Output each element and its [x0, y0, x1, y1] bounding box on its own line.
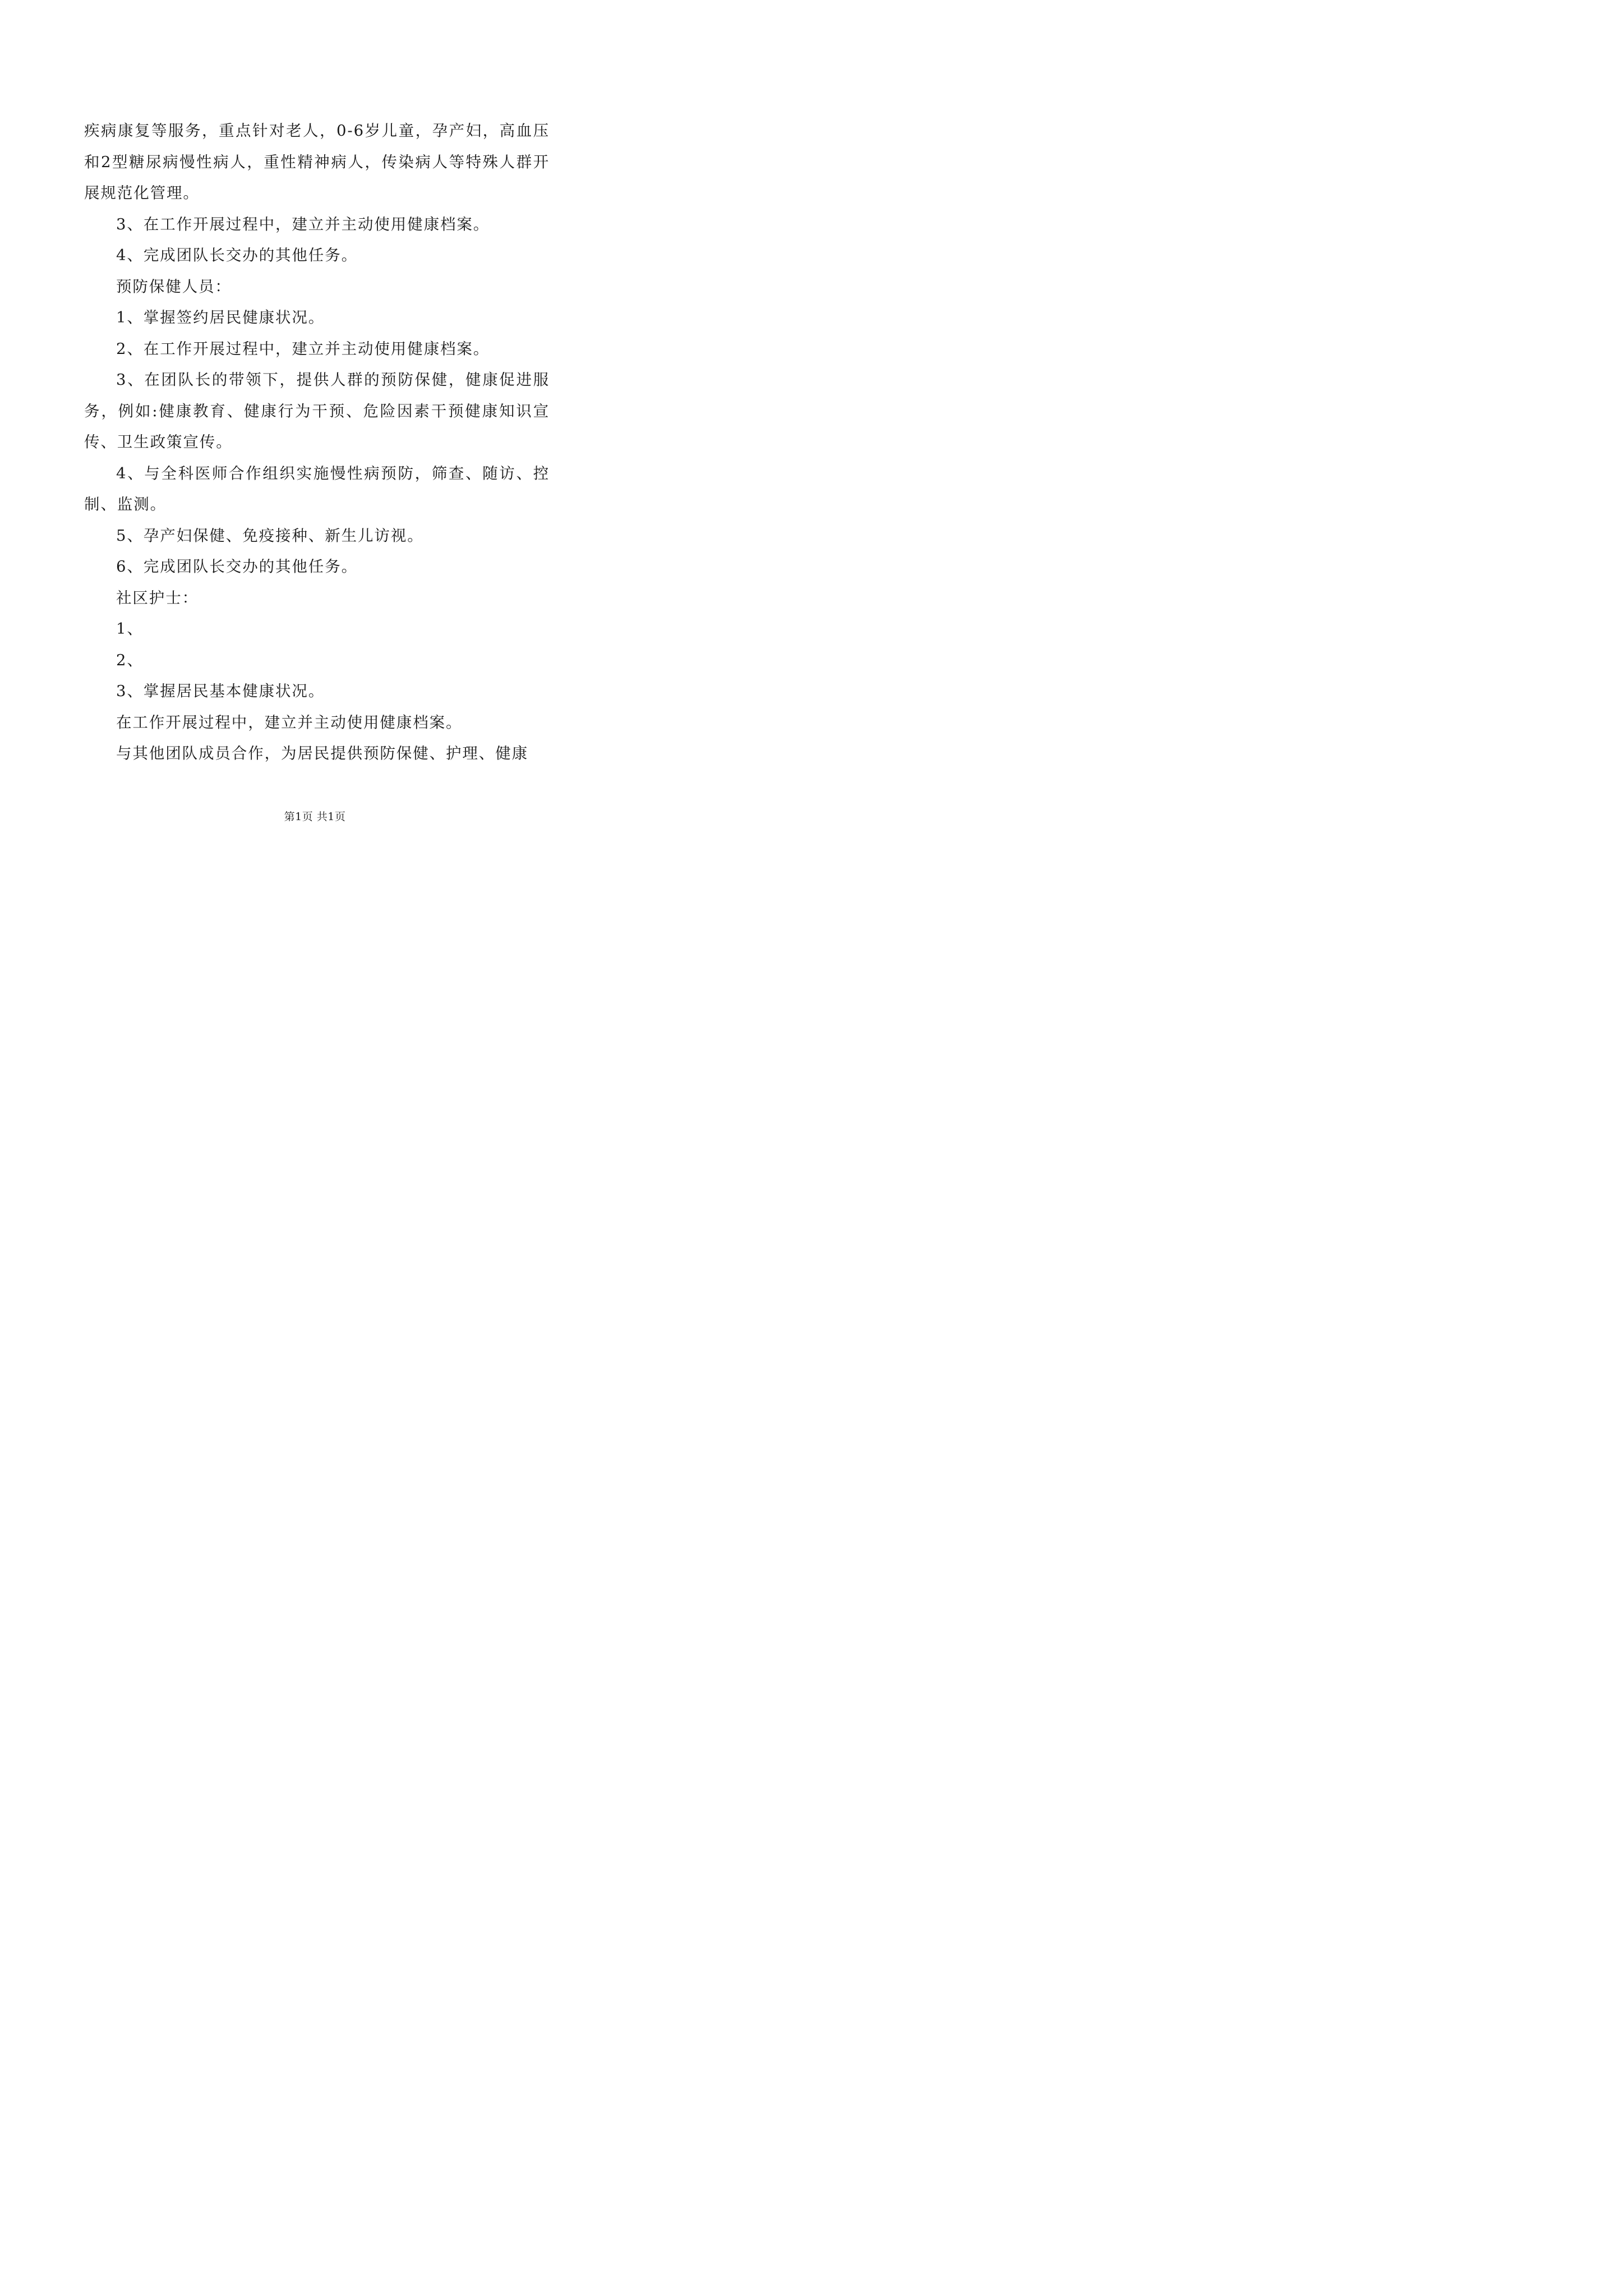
paragraph-item: 1、掌握签约居民健康状况。: [116, 309, 325, 326]
paragraph-item: 与其他团队成员合作，为居民提供预防保健、护理、健康: [116, 744, 528, 762]
paragraph-item: 4、完成团队长交办的其他任务。: [116, 246, 358, 264]
paragraph-item: 2、: [116, 651, 144, 669]
paragraph-item: 4、与全科医师合作组织实施慢性病预防，筛查、随访、控制、监测。: [84, 464, 550, 513]
paragraph-item: 1、: [116, 620, 144, 638]
paragraph-item: 5、孕产妇保健、免疫接种、新生儿访视。: [116, 526, 424, 545]
paragraph-item: 3、在工作开展过程中，建立并主动使用健康档案。: [116, 215, 490, 233]
paragraph-item: 6、完成团队长交办的其他任务。: [116, 558, 358, 576]
paragraph-continued: 疾病康复等服务，重点针对老人，0-6岁儿童，孕产妇，高血压和2型糖尿病慢性病人，重性精神病人，传染病人等特殊人群开展规范化管理。: [84, 122, 550, 202]
page-number-footer: 第1页 共1页: [284, 811, 346, 823]
section-heading-community-nurse: 社区护士：: [116, 588, 199, 607]
paragraph-item: 3、在团队长的带领下，提供人群的预防保健，健康促进服务，例如:健康教育、健康行为干预、危险因素干预健康知识宣传、卫生政策宣传。: [84, 371, 550, 451]
paragraph-item: 3、掌握居民基本健康状况。: [116, 682, 325, 700]
section-heading-prevention-staff: 预防保健人员：: [116, 277, 232, 296]
document-page: [0, 0, 630, 890]
paragraph-item: 在工作开展过程中，建立并主动使用健康档案。: [116, 713, 463, 731]
paragraph-item: 2、在工作开展过程中，建立并主动使用健康档案。: [116, 339, 490, 358]
document-body: [84, 116, 550, 770]
